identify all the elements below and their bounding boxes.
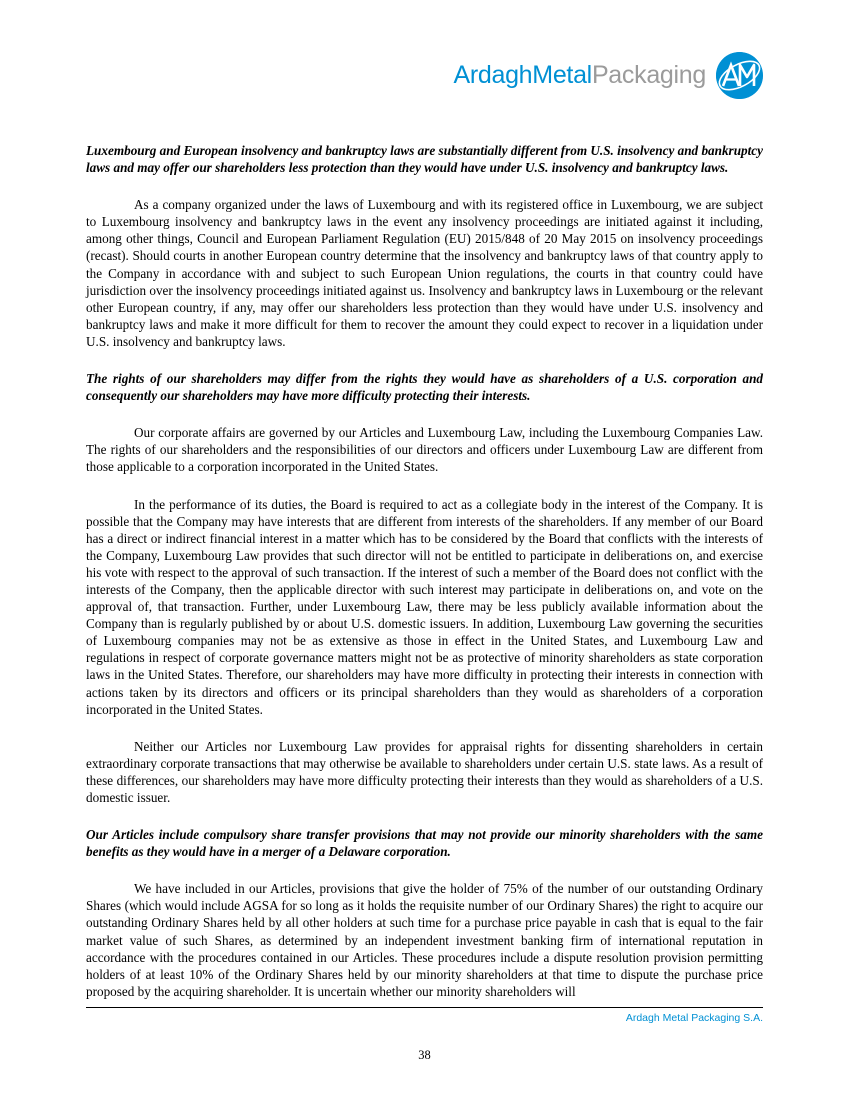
paragraph-text: We have included in our Articles, provisions that give the holder of 75% of the number of our outstanding Ordinary Shares (which would include AGSA for so long as it holds the requisite number of our Ordinary Shares) the right to acquire our outstanding Ordinary Shares held by all other holders at such time for a purchase price payable in cash that is equal to the fair market value of such Shares, as determined by an independent investment banking firm of international reputation in accordance with the procedures contained in our Articles. These procedures include a dispute resolution provision permitting holders of at least 10% of the Ordinary Shares held by our minority shareholders at that time to dispute the purchase price proposed by the acquiring shareholder. It is uncertain whether our minority shareholders will bbox=[86, 881, 763, 999]
page-number: 38 bbox=[418, 1048, 431, 1062]
paragraph bbox=[86, 196, 763, 350]
brand-word-packaging: Packaging bbox=[591, 61, 706, 89]
paragraph bbox=[86, 880, 763, 1000]
paragraph bbox=[86, 738, 763, 806]
risk-heading: The rights of our shareholders may differ from the rights they would have as shareholders of a U.S. corporation and consequently our shareholders may have more difficulty protecting their interests. bbox=[86, 371, 763, 404]
footer-divider bbox=[86, 1007, 763, 1008]
risk-heading: Luxembourg and European insolvency and bankruptcy laws are substantially different from U.S. insolvency and bankruptcy laws and may offer our shareholders less protection than they would have under U.S. insolvency and bankruptcy laws. bbox=[86, 143, 763, 176]
brand-word-ardagh: Ardagh bbox=[453, 61, 533, 89]
paragraph bbox=[86, 424, 763, 475]
paragraph bbox=[86, 496, 763, 718]
amp-logo-icon bbox=[716, 52, 763, 99]
brand-wordmark bbox=[453, 61, 706, 90]
brand-header bbox=[453, 52, 763, 99]
document-body bbox=[86, 142, 763, 1020]
paragraph-text: As a company organized under the laws of Luxembourg and with its registered office in Luxembourg, we are subject to Luxembourg insolvency and bankruptcy laws in the event any insolvency proceedings are initiated against it including, among other things, Council and European Parliament Regulation (EU) 2015/848 of 20 May 2015 on insolvency proceedings (recast). Should courts in another European country determine that the insolvency and bankruptcy laws of that country apply to the Company in accordance with and subject to such European Union regulations, the courts in that country could have jurisdiction over the insolvency proceedings initiated against us. Insolvency and bankruptcy laws in Luxembourg or the relevant other European country, if any, may offer our shareholders less protection than they would have under U.S. insolvency and bankruptcy laws and make it more difficult for them to recover the amount they could expect to recover in a liquidation under U.S. insolvency and bankruptcy laws. bbox=[86, 197, 763, 349]
paragraph-text: Neither our Articles nor Luxembourg Law provides for appraisal rights for dissenting shareholders in certain extraordinary corporate transactions that may otherwise be available to shareholders under certain U.S. state laws. As a result of these differences, our shareholders may have more difficulty protecting their interests than they would as shareholders of a U.S. domestic issuer. bbox=[86, 738, 763, 805]
paragraph-text: In the performance of its duties, the Board is required to act as a collegiate body in the interest of the Company. It is possible that the Company may have interests that are different from interests of the shareholders. If any member of our Board has a direct or indirect financial interest in a matter which has to be considered by the Board that conflicts with the interests of the Company, Luxembourg Law provides that such director will not be entitled to participate in deliberations on, and exercise his vote with respect to the approval of such transaction. If the interest of such a member of the Board does not conflict with the interests of the Company, then the applicable director with such interest may participate in deliberations on, and vote on the approval of, that transaction. Further, under Luxembourg Law, there may be less publicly available information about the Company than is regularly published by or about U.S. domestic issuers. In addition, Luxembourg Law governing the securities of Luxembourg companies may not be as extensive as those in effect in the United States, and Luxembourg Law and regulations in respect of corporate governance matters might not be as protective of minority shareholders as state corporation laws in the United States. Therefore, our shareholders may have more difficulty in protecting their interests in connection with actions taken by its directors and officers or its principal shareholders than they would as shareholders of a corporation incorporated in the United States. bbox=[86, 496, 763, 717]
brand-word-metal: Metal bbox=[532, 61, 592, 89]
footer-company-name: Ardagh Metal Packaging S.A. bbox=[625, 1012, 763, 1024]
paragraph-text: Our corporate affairs are governed by our Articles and Luxembourg Law, including the Luxembourg Companies Law. The rights of our shareholders and the responsibilities of our directors and officers under Luxembourg Law are different from those applicable to a corporation incorporated in the United States. bbox=[86, 425, 763, 475]
risk-heading: Our Articles include compulsory share transfer provisions that may not provide our minority shareholders with the same benefits as they would have in a merger of a Delaware corporation. bbox=[86, 827, 763, 860]
